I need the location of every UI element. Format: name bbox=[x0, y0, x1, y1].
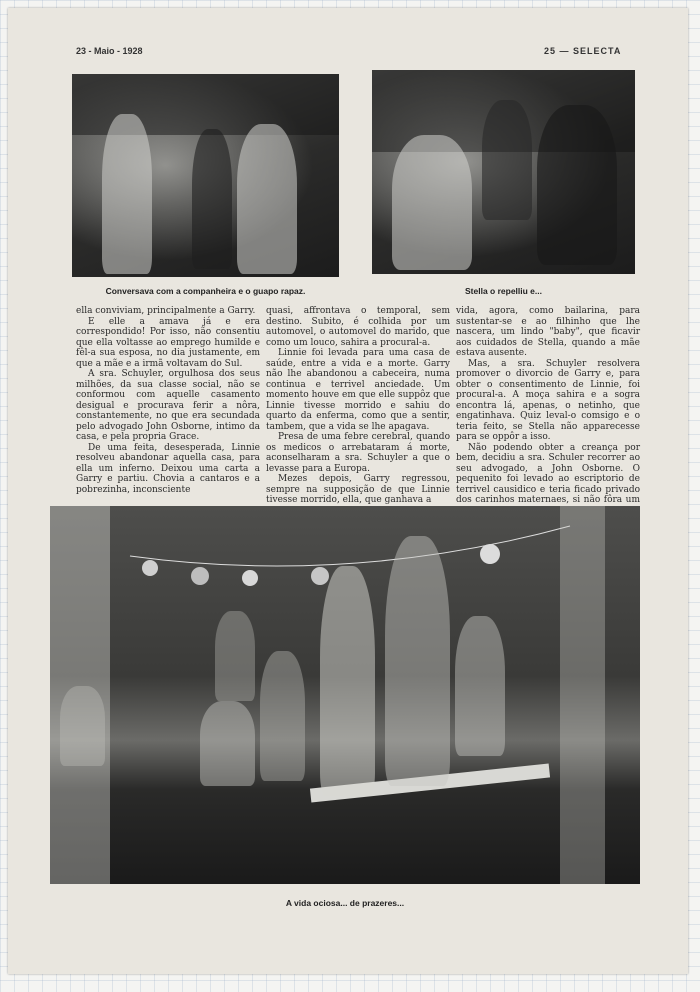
article-column-3 bbox=[456, 306, 640, 516]
paragraph: vida, agora, como bailarina, para sustentar-se e ao filhinho que lhe nascera, um lindo "baby", que ficavir aos cuidados de Stella, quando a mãe estava ausente. bbox=[456, 306, 640, 358]
photo-repelled bbox=[372, 70, 635, 274]
paragraph: Linnie foi levada para uma casa de saúde, entre a vida e a morte. Garry não lhe abandonou a cabeceira, numa continua e terrivel anciedade. Um momento houve em que elle suppôz que Linnie tivesse morrido e sahiu do quarto da enferma, como que a sentir, tambem, que a vida se lhe apagava. bbox=[266, 348, 450, 432]
page-number: 25 — SELECTA bbox=[544, 46, 622, 56]
photo-pool-party bbox=[50, 506, 640, 884]
issue-date: 23 - Maio - 1928 bbox=[76, 46, 143, 56]
paragraph: ella conviviam, principalmente a Garry. bbox=[76, 306, 256, 316]
paragraph: A sra. Schuyler, orgulhosa dos seus milhões, da sua classe social, não se conformou com aquelle casamento desigual e procurava ferir a nôra, constantemente, no que era secundada pelo advogado John Osborne, intimo da casa, e pela propria Grace. bbox=[76, 369, 260, 442]
caption-top-left: Conversava com a companheira e o guapo rapaz. bbox=[105, 286, 306, 296]
paragraph: Presa de uma febre cerebral, quando os medicos o arrebataram á morte, aconselharam a sra. Schuyler a que o levasse para a Europa. bbox=[266, 432, 450, 474]
caption-bottom: A vida ociosa... de prazeres... bbox=[285, 898, 405, 908]
paragraph: E elle a amava já e era correspondido! Por isso, não consentiu que ella voltasse ao emprego humilde e fêl-a sua esposa, no dia justamente, em que a mãe e a irmã voltavam do Sul. bbox=[76, 316, 260, 369]
photo-conversation bbox=[72, 74, 339, 277]
paragraph: Não podendo obter a creança por bem, decidiu a sra. Schuler recorrer ao seu advogado, a John Osborne. O pequenito foi levado ao escriptorio de terrivel causidico e teria ficado privado dos carinhos maternaes, si não fôra um bbox=[456, 442, 640, 505]
article-column-1 bbox=[76, 306, 260, 495]
article-column-2 bbox=[266, 306, 450, 506]
caption-top-right: Stella o repelliu e... bbox=[465, 286, 542, 296]
magazine-page bbox=[8, 8, 688, 974]
paragraph: De uma feita, desesperada, Linnie resolveu abandonar aquella casa, para ella um inferno. Deixou uma carta a Garry e partiu. Chovia a cantaros e a pobrezinha, inconsciente bbox=[76, 442, 260, 495]
paragraph: quasi, affrontava o temporal, sem destino. Subito, é colhida por um automovel, o automovel do marido, que como um louco, sahira a procural-a. bbox=[266, 306, 450, 348]
paragraph: Mezes depois, Garry regressou, sempre na supposição de que Linnie tivesse morrido, ella, que ganhava a bbox=[266, 474, 450, 505]
paragraph: Mas, a sra. Schuyler resolvera promover o divorcio de Garry e, para obter o consentimento de Linnie, foi procural-a. A moça sahira e a sogra encontra lá, apenas, o netinho, que engatinhava. Quiz leval-o comsigo e o teria feito, se Stella não apparecesse para se oppôr a isso. bbox=[456, 358, 640, 442]
